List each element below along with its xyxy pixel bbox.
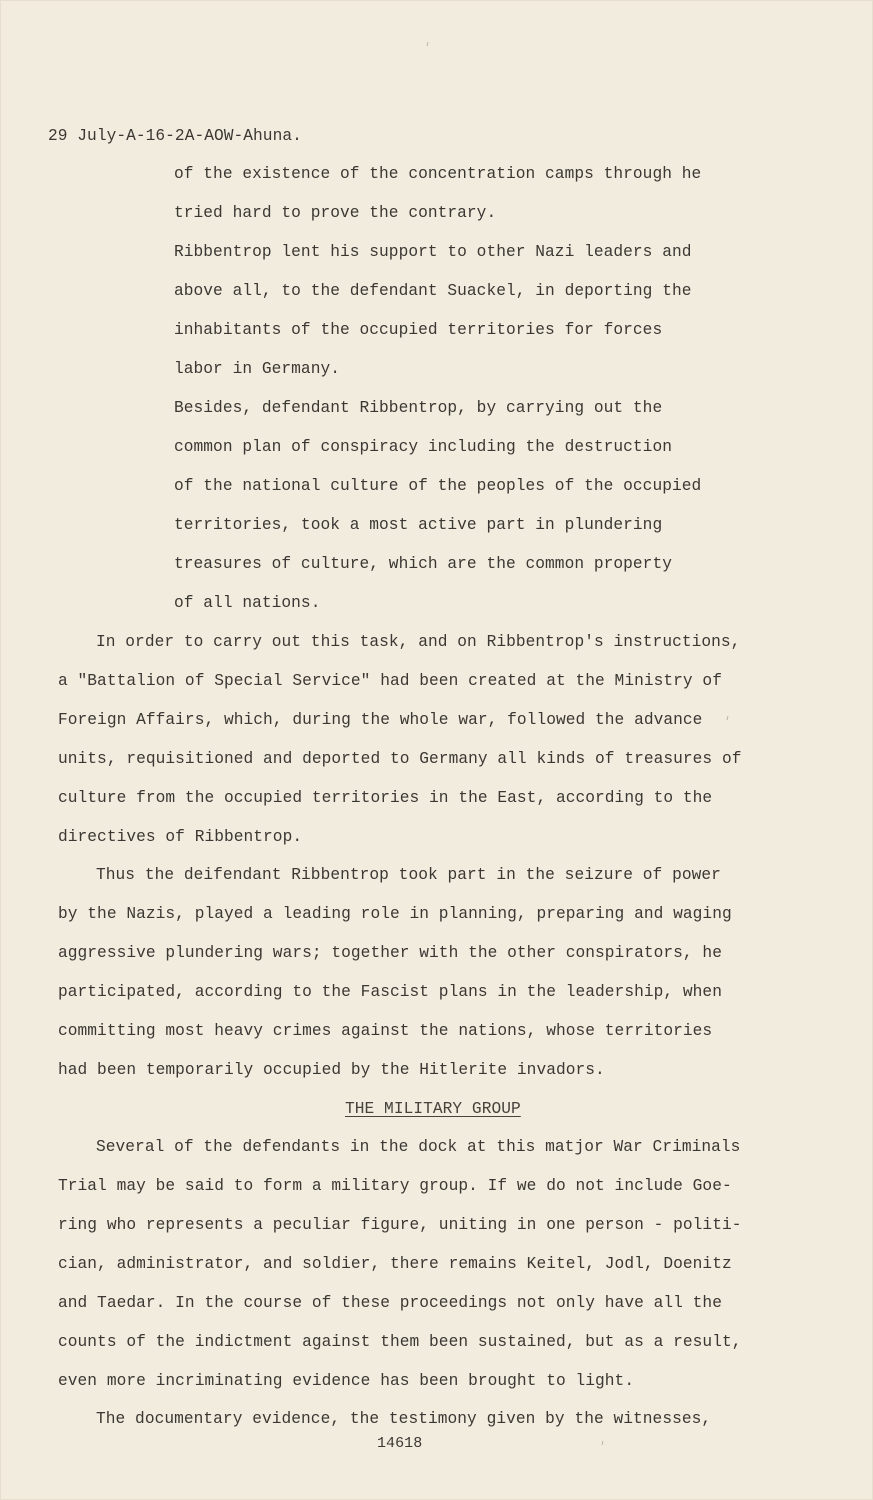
body-line: units, requisitioned and deported to Germany all kinds of treasures of bbox=[58, 750, 742, 768]
body-line: labor in Germany. bbox=[174, 360, 340, 378]
document-header: 29 July-A-16-2A-AOW-Ahuna. bbox=[48, 127, 302, 145]
body-line: and Taedar. In the course of these proceedings not only have all the bbox=[58, 1294, 722, 1312]
body-line: culture from the occupied territories in the East, according to the bbox=[58, 789, 713, 807]
body-line: The documentary evidence, the testimony given by the witnesses, bbox=[96, 1410, 712, 1428]
page-number: 14618 bbox=[377, 1435, 423, 1452]
body-line: of all nations. bbox=[174, 594, 321, 612]
body-line: of the existence of the concentration camps through he bbox=[174, 165, 702, 183]
body-line: participated, according to the Fascist plans in the leadership, when bbox=[58, 983, 722, 1001]
body-line: by the Nazis, played a leading role in planning, preparing and waging bbox=[58, 905, 732, 923]
body-line: of the national culture of the peoples of the occupied bbox=[174, 477, 702, 495]
body-line: counts of the indictment against them been sustained, but as a result, bbox=[58, 1333, 742, 1351]
body-line: common plan of conspiracy including the destruction bbox=[174, 438, 672, 456]
body-line: committing most heavy crimes against the nations, whose territories bbox=[58, 1022, 713, 1040]
paper-speck bbox=[427, 42, 429, 46]
paper-speck bbox=[727, 716, 729, 720]
body-line: inhabitants of the occupied territories for forces bbox=[174, 321, 663, 339]
body-line: tried hard to prove the contrary. bbox=[174, 204, 497, 222]
body-line: cian, administrator, and soldier, there remains Keitel, Jodl, Doenitz bbox=[58, 1255, 732, 1273]
paper-speck bbox=[602, 1441, 604, 1445]
body-line: a "Battalion of Special Service" had been created at the Ministry of bbox=[58, 672, 722, 690]
body-line: Trial may be said to form a military group. If we do not include Goe- bbox=[58, 1177, 732, 1195]
body-line: directives of Ribbentrop. bbox=[58, 828, 303, 846]
body-line: Besides, defendant Ribbentrop, by carrying out the bbox=[174, 399, 663, 417]
body-line: Thus the deifendant Ribbentrop took part in the seizure of power bbox=[96, 866, 721, 884]
body-line: In order to carry out this task, and on Ribbentrop's instructions, bbox=[96, 633, 741, 651]
body-line: even more incriminating evidence has been brought to light. bbox=[58, 1372, 635, 1390]
body-line: ring who represents a peculiar figure, uniting in one person - politi- bbox=[58, 1216, 742, 1234]
body-line: Foreign Affairs, which, during the whole war, followed the advance bbox=[58, 711, 703, 729]
body-line: territories, took a most active part in plundering bbox=[174, 516, 663, 534]
section-heading: THE MILITARY GROUP bbox=[345, 1100, 521, 1118]
body-line: Ribbentrop lent his support to other Nazi leaders and bbox=[174, 243, 692, 261]
body-line: had been temporarily occupied by the Hitlerite invadors. bbox=[58, 1061, 605, 1079]
body-line: above all, to the defendant Suackel, in deporting the bbox=[174, 282, 692, 300]
body-line: aggressive plundering wars; together with the other conspirators, he bbox=[58, 944, 722, 962]
body-line: treasures of culture, which are the common property bbox=[174, 555, 672, 573]
body-line: Several of the defendants in the dock at this matjor War Criminals bbox=[96, 1138, 741, 1156]
